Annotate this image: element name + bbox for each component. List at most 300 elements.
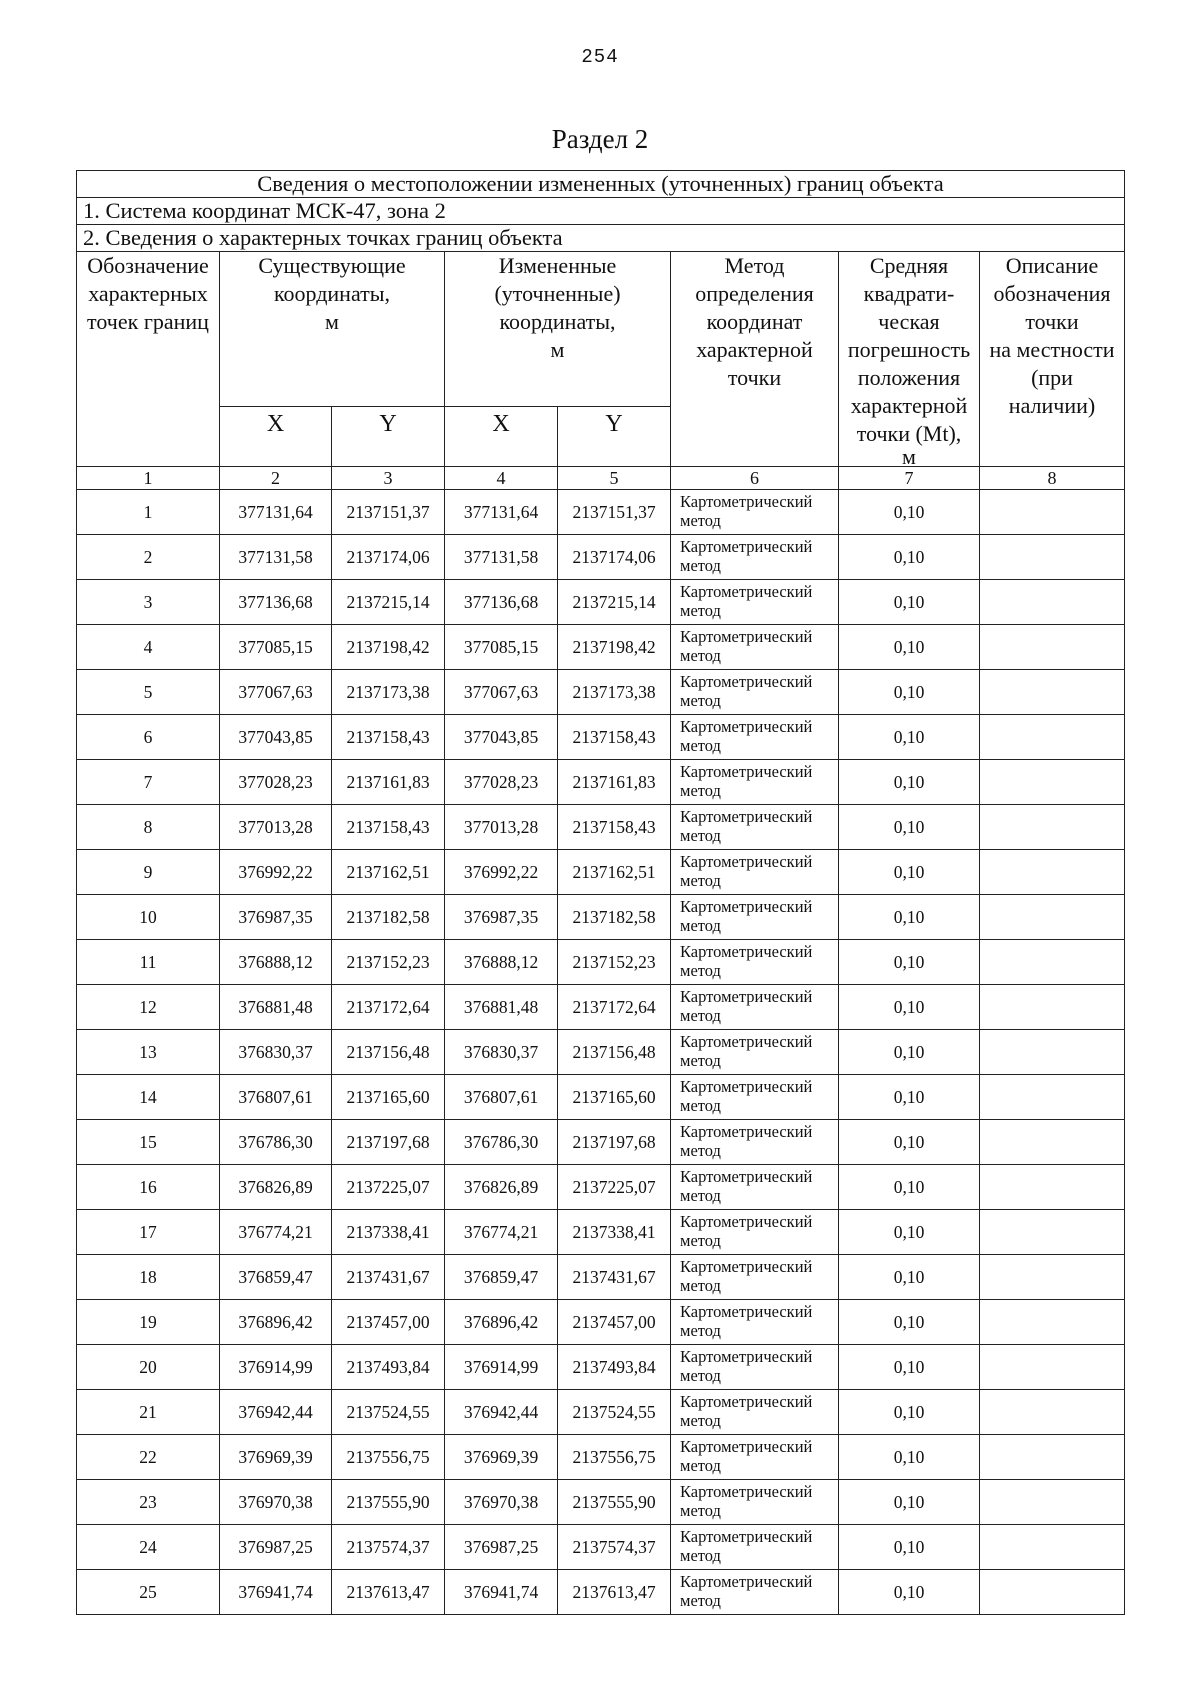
error-cell: 0,10 <box>839 850 980 895</box>
column-number: 8 <box>980 467 1125 490</box>
method-line: метод <box>680 961 721 980</box>
error-cell: 0,10 <box>839 1165 980 1210</box>
existing-y-cell: 2137158,43 <box>332 805 445 850</box>
description-cell <box>980 940 1125 985</box>
method-line: Картометрический <box>680 852 813 871</box>
method-line: Картометрический <box>680 627 813 646</box>
method-cell <box>671 940 839 985</box>
header-description-line: (при <box>1031 365 1073 390</box>
table-row <box>77 1345 1125 1390</box>
table-row <box>77 1075 1125 1120</box>
existing-y-cell: 2137215,14 <box>332 580 445 625</box>
method-line: метод <box>680 601 721 620</box>
changed-x-cell: 376830,37 <box>445 1030 558 1075</box>
header-existing-line: координаты, <box>273 281 391 306</box>
changed-x-cell: 376807,61 <box>445 1075 558 1120</box>
method-line: метод <box>680 1411 721 1430</box>
method-line: Картометрический <box>680 1257 813 1276</box>
method-cell <box>671 490 839 535</box>
method-line: Картометрический <box>680 1302 813 1321</box>
header-description-line: обозначения <box>993 281 1111 306</box>
existing-y-cell: 2137574,37 <box>332 1525 445 1570</box>
table-row <box>77 1390 1125 1435</box>
changed-y-cell: 2137574,37 <box>558 1525 671 1570</box>
method-line: Картометрический <box>680 1122 813 1141</box>
method-cell <box>671 625 839 670</box>
error-cell: 0,10 <box>839 1210 980 1255</box>
changed-y-cell: 2137555,90 <box>558 1480 671 1525</box>
table-row <box>77 805 1125 850</box>
point-number-cell: 6 <box>77 715 220 760</box>
description-cell <box>980 1030 1125 1075</box>
error-cell: 0,10 <box>839 1390 980 1435</box>
header-changed <box>445 252 671 407</box>
error-cell: 0,10 <box>839 1030 980 1075</box>
header-changed-line: Измененные <box>498 253 617 278</box>
section-title: Раздел 2 <box>551 124 649 154</box>
point-number-cell: 11 <box>77 940 220 985</box>
method-line: метод <box>680 1276 721 1295</box>
changed-x-cell: 377013,28 <box>445 805 558 850</box>
table-row <box>77 1165 1125 1210</box>
method-line: метод <box>680 1231 721 1250</box>
existing-y-cell: 2137431,67 <box>332 1255 445 1300</box>
changed-y-cell: 2137338,41 <box>558 1210 671 1255</box>
header-description-line: наличии) <box>1008 393 1096 418</box>
existing-y-cell: 2137555,90 <box>332 1480 445 1525</box>
changed-y-cell: 2137197,68 <box>558 1120 671 1165</box>
changed-y-cell: 2137613,47 <box>558 1570 671 1615</box>
method-cell <box>671 535 839 580</box>
header-error-line: м <box>902 448 916 464</box>
header-method-line: точки <box>727 365 782 390</box>
method-line: Картометрический <box>680 537 813 556</box>
method-cell <box>671 1075 839 1120</box>
existing-y-cell: 2137198,42 <box>332 625 445 670</box>
error-cell: 0,10 <box>839 985 980 1030</box>
header-description-line: на местности <box>989 337 1115 362</box>
existing-x-cell: 377131,58 <box>220 535 332 580</box>
description-cell <box>980 1570 1125 1615</box>
column-number: 1 <box>77 467 220 490</box>
table-row <box>77 625 1125 670</box>
changed-x-cell: 376969,39 <box>445 1435 558 1480</box>
method-cell <box>671 715 839 760</box>
method-line: Картометрический <box>680 717 813 736</box>
point-number-cell: 20 <box>77 1345 220 1390</box>
existing-y-cell: 2137338,41 <box>332 1210 445 1255</box>
description-cell <box>980 1435 1125 1480</box>
table-row <box>77 535 1125 580</box>
table-row <box>77 850 1125 895</box>
method-line: Картометрический <box>680 492 813 511</box>
method-line: метод <box>680 1006 721 1025</box>
changed-x-cell: 376774,21 <box>445 1210 558 1255</box>
description-cell <box>980 580 1125 625</box>
existing-x-cell: 376970,38 <box>220 1480 332 1525</box>
existing-x-cell: 377085,15 <box>220 625 332 670</box>
error-cell: 0,10 <box>839 940 980 985</box>
error-cell: 0,10 <box>839 535 980 580</box>
method-line: Картометрический <box>680 1392 813 1411</box>
method-line: метод <box>680 1546 721 1565</box>
point-number-cell: 7 <box>77 760 220 805</box>
changed-x-cell: 377136,68 <box>445 580 558 625</box>
point-number-cell: 14 <box>77 1075 220 1120</box>
header-method-line: Метод <box>724 253 785 278</box>
existing-x-cell: 376942,44 <box>220 1390 332 1435</box>
method-cell <box>671 1300 839 1345</box>
boundary-points-table <box>76 170 1125 1615</box>
changed-x-cell: 376942,44 <box>445 1390 558 1435</box>
description-cell <box>980 1210 1125 1255</box>
changed-y-cell: 2137158,43 <box>558 805 671 850</box>
method-line: метод <box>680 556 721 575</box>
header-existing-line: Существующие <box>258 253 406 278</box>
method-cell <box>671 1525 839 1570</box>
point-number-cell: 9 <box>77 850 220 895</box>
table-title: Сведения о местоположении измененных (уточненных) границ объекта <box>77 171 1125 198</box>
points-heading-row: 2. Сведения о характерных точках границ объекта <box>77 225 1125 252</box>
method-line: Картометрический <box>680 1572 813 1591</box>
method-line: Картометрический <box>680 582 813 601</box>
method-line: метод <box>680 511 721 530</box>
method-line: метод <box>680 781 721 800</box>
description-cell <box>980 1480 1125 1525</box>
existing-y-cell: 2137161,83 <box>332 760 445 805</box>
header-designation <box>77 252 220 467</box>
existing-y-cell: 2137197,68 <box>332 1120 445 1165</box>
existing-x-cell: 377028,23 <box>220 760 332 805</box>
existing-y-cell: 2137493,84 <box>332 1345 445 1390</box>
error-cell: 0,10 <box>839 1345 980 1390</box>
point-number-cell: 16 <box>77 1165 220 1210</box>
changed-y-cell: 2137172,64 <box>558 985 671 1030</box>
header-method-line: определения <box>695 281 814 306</box>
column-number: 5 <box>558 467 671 490</box>
method-line: Картометрический <box>680 1077 813 1096</box>
changed-y-cell: 2137162,51 <box>558 850 671 895</box>
table-row <box>77 490 1125 535</box>
method-line: метод <box>680 1096 721 1115</box>
existing-x-cell: 376987,25 <box>220 1525 332 1570</box>
changed-y-cell: 2137215,14 <box>558 580 671 625</box>
header-method-line: характерной <box>696 337 813 362</box>
method-cell <box>671 760 839 805</box>
page-number: 254 <box>581 46 619 68</box>
existing-y-cell: 2137162,51 <box>332 850 445 895</box>
changed-x-cell: 376826,89 <box>445 1165 558 1210</box>
existing-y-cell: 2137151,37 <box>332 490 445 535</box>
changed-x-cell: 377028,23 <box>445 760 558 805</box>
method-line: метод <box>680 1456 721 1475</box>
existing-y-cell: 2137172,64 <box>332 985 445 1030</box>
existing-x-cell: 376881,48 <box>220 985 332 1030</box>
header-method-line: координат <box>706 309 803 334</box>
point-number-cell: 8 <box>77 805 220 850</box>
existing-x-cell: 376969,39 <box>220 1435 332 1480</box>
header-error-line: квадрати- <box>863 281 955 306</box>
table-row <box>77 760 1125 805</box>
existing-x-cell: 376941,74 <box>220 1570 332 1615</box>
header-existing-y: Y <box>332 407 445 467</box>
changed-x-cell: 376896,42 <box>445 1300 558 1345</box>
error-cell: 0,10 <box>839 805 980 850</box>
existing-x-cell: 377013,28 <box>220 805 332 850</box>
method-line: Картометрический <box>680 1032 813 1051</box>
error-cell: 0,10 <box>839 490 980 535</box>
method-cell <box>671 1165 839 1210</box>
error-cell: 0,10 <box>839 1435 980 1480</box>
method-line: Картометрический <box>680 942 813 961</box>
changed-y-cell: 2137431,67 <box>558 1255 671 1300</box>
changed-x-cell: 377131,64 <box>445 490 558 535</box>
column-number: 4 <box>445 467 558 490</box>
column-number: 2 <box>220 467 332 490</box>
method-line: Картометрический <box>680 807 813 826</box>
method-line: Картометрический <box>680 762 813 781</box>
changed-x-cell: 377085,15 <box>445 625 558 670</box>
existing-x-cell: 376774,21 <box>220 1210 332 1255</box>
method-line: Картометрический <box>680 1527 813 1546</box>
header-changed-line: м <box>550 337 565 362</box>
description-cell <box>980 535 1125 580</box>
error-cell: 0,10 <box>839 1570 980 1615</box>
method-cell <box>671 1030 839 1075</box>
table-row <box>77 670 1125 715</box>
method-line: Картометрический <box>680 1167 813 1186</box>
existing-x-cell: 376992,22 <box>220 850 332 895</box>
header-existing <box>220 252 445 407</box>
header-error-line: Средняя <box>869 253 949 278</box>
description-cell <box>980 895 1125 940</box>
method-line: метод <box>680 1501 721 1520</box>
method-line: метод <box>680 646 721 665</box>
changed-y-cell: 2137156,48 <box>558 1030 671 1075</box>
error-cell: 0,10 <box>839 670 980 715</box>
changed-y-cell: 2137151,37 <box>558 490 671 535</box>
method-cell <box>671 1435 839 1480</box>
existing-x-cell: 376786,30 <box>220 1120 332 1165</box>
method-line: метод <box>680 1366 721 1385</box>
existing-x-cell: 376826,89 <box>220 1165 332 1210</box>
changed-x-cell: 376992,22 <box>445 850 558 895</box>
changed-y-cell: 2137182,58 <box>558 895 671 940</box>
method-cell <box>671 895 839 940</box>
changed-y-cell: 2137198,42 <box>558 625 671 670</box>
point-number-cell: 25 <box>77 1570 220 1615</box>
table-row <box>77 1435 1125 1480</box>
existing-x-cell: 376859,47 <box>220 1255 332 1300</box>
existing-x-cell: 377043,85 <box>220 715 332 760</box>
changed-y-cell: 2137225,07 <box>558 1165 671 1210</box>
changed-y-cell: 2137158,43 <box>558 715 671 760</box>
changed-x-cell: 376914,99 <box>445 1345 558 1390</box>
header-existing-x: X <box>220 407 332 467</box>
description-cell <box>980 1525 1125 1570</box>
method-line: метод <box>680 1591 721 1610</box>
header-designation-line: характерных <box>88 281 208 306</box>
method-cell <box>671 670 839 715</box>
changed-y-cell: 2137524,55 <box>558 1390 671 1435</box>
description-cell <box>980 1390 1125 1435</box>
description-cell <box>980 1165 1125 1210</box>
method-line: Картометрический <box>680 672 813 691</box>
method-line: Картометрический <box>680 1437 813 1456</box>
existing-x-cell: 377067,63 <box>220 670 332 715</box>
table-row <box>77 1480 1125 1525</box>
table-row <box>77 715 1125 760</box>
table-row <box>77 580 1125 625</box>
point-number-cell: 21 <box>77 1390 220 1435</box>
existing-y-cell: 2137613,47 <box>332 1570 445 1615</box>
table-row <box>77 1210 1125 1255</box>
changed-y-cell: 2137493,84 <box>558 1345 671 1390</box>
description-cell <box>980 1345 1125 1390</box>
method-line: метод <box>680 1186 721 1205</box>
existing-y-cell: 2137457,00 <box>332 1300 445 1345</box>
error-cell: 0,10 <box>839 1120 980 1165</box>
description-cell <box>980 670 1125 715</box>
table-row <box>77 1300 1125 1345</box>
method-cell <box>671 1120 839 1165</box>
header-changed-y: Y <box>558 407 671 467</box>
error-cell: 0,10 <box>839 715 980 760</box>
method-cell <box>671 1210 839 1255</box>
method-cell <box>671 985 839 1030</box>
header-existing-line: м <box>325 309 339 334</box>
description-cell <box>980 985 1125 1030</box>
table-row <box>77 895 1125 940</box>
method-line: метод <box>680 736 721 755</box>
existing-x-cell: 376888,12 <box>220 940 332 985</box>
table-row <box>77 1570 1125 1615</box>
existing-y-cell: 2137165,60 <box>332 1075 445 1120</box>
method-cell <box>671 1345 839 1390</box>
header-method <box>671 252 839 467</box>
existing-y-cell: 2137174,06 <box>332 535 445 580</box>
header-error-line: погрешность <box>847 337 971 362</box>
header-changed-line: координаты, <box>499 309 616 334</box>
method-line: метод <box>680 1051 721 1070</box>
description-cell <box>980 1075 1125 1120</box>
point-number-cell: 23 <box>77 1480 220 1525</box>
description-cell <box>980 805 1125 850</box>
changed-y-cell: 2137457,00 <box>558 1300 671 1345</box>
existing-y-cell: 2137158,43 <box>332 715 445 760</box>
changed-x-cell: 376881,48 <box>445 985 558 1030</box>
existing-x-cell: 376807,61 <box>220 1075 332 1120</box>
existing-y-cell: 2137225,07 <box>332 1165 445 1210</box>
method-cell <box>671 805 839 850</box>
changed-x-cell: 377043,85 <box>445 715 558 760</box>
error-cell: 0,10 <box>839 760 980 805</box>
existing-y-cell: 2137556,75 <box>332 1435 445 1480</box>
point-number-cell: 19 <box>77 1300 220 1345</box>
changed-x-cell: 377131,58 <box>445 535 558 580</box>
point-number-cell: 2 <box>77 535 220 580</box>
table-row <box>77 940 1125 985</box>
header-error-line: ческая <box>878 309 940 334</box>
method-line: Картометрический <box>680 1347 813 1366</box>
header-error-line: характерной <box>850 393 968 418</box>
header-error-line: точки (Mt), <box>856 421 962 446</box>
changed-x-cell: 376888,12 <box>445 940 558 985</box>
changed-x-cell: 376987,25 <box>445 1525 558 1570</box>
existing-x-cell: 377131,64 <box>220 490 332 535</box>
header-error-line: положения <box>857 365 961 390</box>
changed-x-cell: 376786,30 <box>445 1120 558 1165</box>
method-cell <box>671 1570 839 1615</box>
existing-x-cell: 376830,37 <box>220 1030 332 1075</box>
table-row <box>77 1255 1125 1300</box>
point-number-cell: 12 <box>77 985 220 1030</box>
method-line: метод <box>680 871 721 890</box>
existing-x-cell: 376896,42 <box>220 1300 332 1345</box>
header-description-line: точки <box>1025 309 1079 334</box>
header-error <box>839 252 980 467</box>
point-number-cell: 22 <box>77 1435 220 1480</box>
table-row <box>77 1525 1125 1570</box>
header-description-line: Описание <box>1005 253 1099 278</box>
changed-y-cell: 2137174,06 <box>558 535 671 580</box>
error-cell: 0,10 <box>839 895 980 940</box>
description-cell <box>980 850 1125 895</box>
description-cell <box>980 1255 1125 1300</box>
column-number: 7 <box>839 467 980 490</box>
method-line: метод <box>680 826 721 845</box>
description-cell <box>980 490 1125 535</box>
method-line: метод <box>680 691 721 710</box>
point-number-cell: 17 <box>77 1210 220 1255</box>
method-cell <box>671 1390 839 1435</box>
method-line: Картометрический <box>680 1212 813 1231</box>
table-row <box>77 1030 1125 1075</box>
header-changed-line: (уточненные) <box>494 281 621 306</box>
description-cell <box>980 715 1125 760</box>
changed-y-cell: 2137161,83 <box>558 760 671 805</box>
error-cell: 0,10 <box>839 1255 980 1300</box>
changed-x-cell: 376987,35 <box>445 895 558 940</box>
point-number-cell: 1 <box>77 490 220 535</box>
existing-x-cell: 376914,99 <box>220 1345 332 1390</box>
existing-y-cell: 2137152,23 <box>332 940 445 985</box>
changed-y-cell: 2137165,60 <box>558 1075 671 1120</box>
error-cell: 0,10 <box>839 1300 980 1345</box>
existing-y-cell: 2137173,38 <box>332 670 445 715</box>
method-line: метод <box>680 916 721 935</box>
point-number-cell: 18 <box>77 1255 220 1300</box>
method-cell <box>671 580 839 625</box>
description-cell <box>980 1120 1125 1165</box>
point-number-cell: 24 <box>77 1525 220 1570</box>
column-number: 3 <box>332 467 445 490</box>
existing-y-cell: 2137524,55 <box>332 1390 445 1435</box>
method-cell <box>671 1480 839 1525</box>
point-number-cell: 5 <box>77 670 220 715</box>
header-designation-line: Обозначение <box>87 253 209 278</box>
column-number: 6 <box>671 467 839 490</box>
existing-y-cell: 2137182,58 <box>332 895 445 940</box>
method-line: метод <box>680 1141 721 1160</box>
header-description <box>980 252 1125 467</box>
method-line: Картометрический <box>680 987 813 1006</box>
changed-x-cell: 376859,47 <box>445 1255 558 1300</box>
error-cell: 0,10 <box>839 1075 980 1120</box>
description-cell <box>980 760 1125 805</box>
error-cell: 0,10 <box>839 1480 980 1525</box>
changed-y-cell: 2137173,38 <box>558 670 671 715</box>
